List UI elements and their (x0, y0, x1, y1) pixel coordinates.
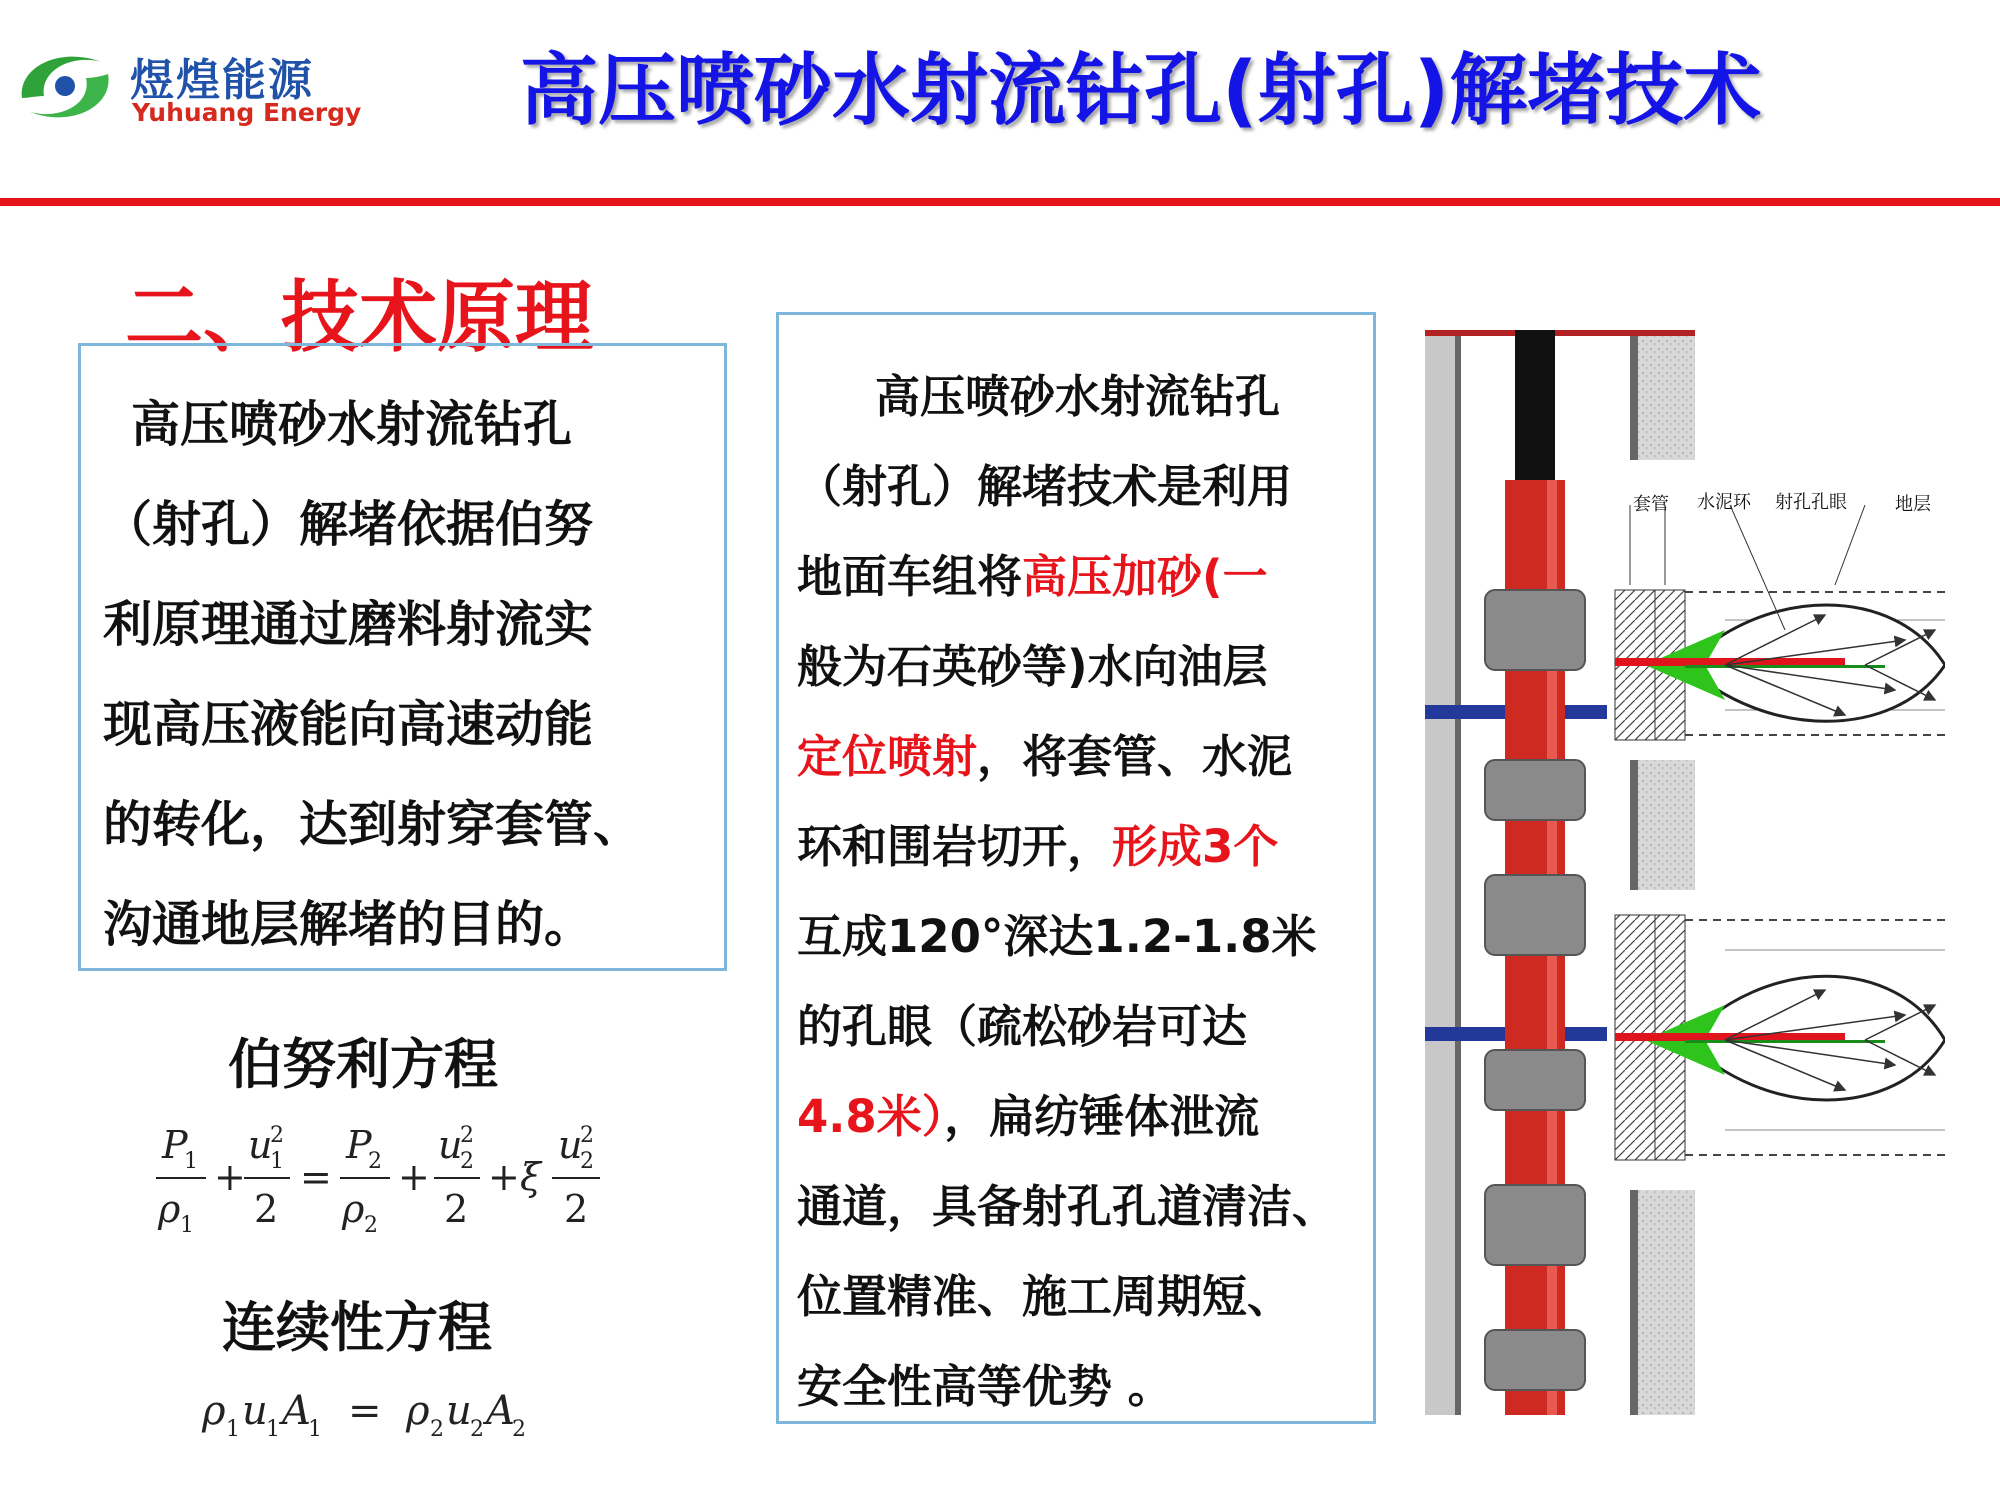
technique-line-4: 般为石英砂等)水向油层 (797, 640, 1268, 693)
wellbore-illustration (1425, 330, 1945, 1415)
svg-text:u: u (558, 1123, 583, 1167)
svg-text:2: 2 (430, 1417, 444, 1442)
principle-line-1: 高压喷砂水射流钻孔 (131, 396, 573, 453)
svg-text:2: 2 (460, 1123, 474, 1148)
technique-line-6: 环和围岩切开，形成3个 (797, 820, 1279, 873)
svg-text:2: 2 (270, 1123, 284, 1148)
svg-text:2: 2 (368, 1149, 382, 1174)
svg-text:u: u (446, 1388, 472, 1434)
svg-text:u: u (438, 1123, 463, 1167)
svg-text:u: u (242, 1388, 268, 1434)
technique-line-3: 地面车组将高压加砂(一 (797, 550, 1268, 603)
svg-text:P: P (162, 1123, 188, 1167)
logo-english-name: Yuhuang Energy (132, 98, 362, 127)
svg-text:2: 2 (460, 1149, 474, 1174)
svg-text:1: 1 (226, 1417, 240, 1442)
principle-line-6: 沟通地层解堵的目的。 (103, 896, 594, 953)
label-casing: 套管 (1633, 494, 1669, 515)
principle-line-3: 利原理通过磨料射流实 (103, 596, 594, 653)
technique-text-box (776, 312, 1376, 1424)
logo-swirl-icon (10, 40, 120, 130)
svg-text:2: 2 (512, 1417, 526, 1442)
svg-text:A: A (486, 1388, 515, 1434)
svg-text:ρ: ρ (202, 1388, 226, 1434)
technique-line-11: 位置精准、施工周期短、 (797, 1270, 1293, 1323)
technique-line-1: 高压喷砂水射流钻孔 (875, 370, 1281, 423)
technique-line-5: 定位喷射，将套管、水泥 (797, 730, 1293, 783)
page-title: 高压喷砂水射流钻孔(射孔)解堵技术 (520, 46, 1762, 136)
technique-line-7: 互成120°深达1.2-1.8米 (797, 910, 1317, 963)
svg-text:A: A (282, 1388, 311, 1434)
svg-text:ξ: ξ (520, 1155, 541, 1199)
principle-text-box (78, 343, 727, 971)
technique-line-12: 安全性高等优势 。 (797, 1360, 1173, 1413)
label-perforation: 射孔孔眼 (1775, 492, 1847, 513)
svg-text:+: + (398, 1155, 430, 1199)
bernoulli-title: 伯努利方程 (228, 1033, 498, 1096)
svg-text:2: 2 (564, 1187, 589, 1231)
svg-text:2: 2 (470, 1417, 484, 1442)
svg-text:ρ: ρ (158, 1187, 181, 1231)
svg-text:ρ: ρ (406, 1388, 430, 1434)
label-cement-ring: 水泥环 (1697, 492, 1751, 513)
svg-text:1: 1 (270, 1149, 284, 1174)
header-divider (0, 198, 2000, 206)
technique-line-10: 通道，具备射孔孔道清洁、 (797, 1180, 1338, 1233)
technique-line-9: 4.8米），扁纺锤体泄流 (797, 1090, 1260, 1143)
svg-text:2: 2 (364, 1213, 378, 1238)
continuity-title: 连续性方程 (222, 1296, 492, 1359)
svg-text:ρ: ρ (342, 1187, 365, 1231)
continuity-equation (196, 1380, 556, 1450)
svg-text:1: 1 (308, 1417, 322, 1442)
svg-text:1: 1 (184, 1149, 198, 1174)
svg-text:2: 2 (444, 1187, 469, 1231)
technique-line-8: 的孔眼（疏松砂岩可达 (797, 1000, 1248, 1053)
technique-line-2: （射孔）解堵技术是利用 (797, 460, 1293, 513)
svg-text:+: + (488, 1155, 520, 1199)
svg-text:=: = (300, 1155, 332, 1199)
principle-line-2: （射孔）解堵依据伯努 (103, 496, 594, 553)
svg-text:2: 2 (580, 1149, 594, 1174)
svg-text:1: 1 (180, 1213, 194, 1238)
svg-text:2: 2 (254, 1187, 279, 1231)
svg-text:P: P (346, 1123, 372, 1167)
svg-text:=: = (348, 1388, 382, 1434)
svg-text:+: + (214, 1155, 246, 1199)
company-logo (10, 40, 362, 130)
svg-text:1: 1 (266, 1417, 280, 1442)
svg-text:2: 2 (580, 1123, 594, 1148)
bernoulli-equation (148, 1110, 608, 1240)
logo-chinese-name: 煜煌能源 (130, 55, 314, 106)
label-formation: 地层 (1895, 494, 1931, 515)
perforation-diagram (1425, 330, 1945, 1415)
principle-line-5: 的转化，达到射穿套管、 (103, 796, 643, 853)
svg-text:u: u (248, 1123, 273, 1167)
section-heading: 二、技术原理 (125, 273, 594, 363)
principle-line-4: 现高压液能向高速动能 (103, 696, 594, 753)
